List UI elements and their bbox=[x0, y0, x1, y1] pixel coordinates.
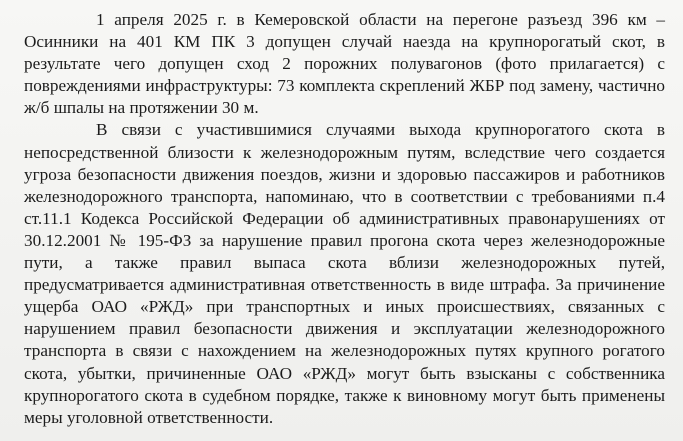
paragraph-liability: В связи с участившимися случаями выхода крупнорогатого скота в непосредственной близости к железнодорожным путям, вследствие чего создается угроза безопасности движения поездов, жизни и здоровью пассажиров и работников железнодорожного транспорта, напоминаю, что в соответствии с требованиями п.4 ст.11.1 Кодекса Российской Федерации об административных правонарушениях от 30.12.2001 № 195-ФЗ за нарушение правил прогона скота через железнодорожные пути, а также правил выпаса скота вблизи железнодорожных путей, предусматривается административная ответственность в виде штрафа. За причинение ущерба ОАО «РЖД» при транспортных и иных происшествиях, связанных с нарушением правил безопасности движения и эксплуатации железнодорожного транспорта в связи с нахождением на железнодорожных путях крупного рогатого скота, убытки, причиненные ОАО «РЖД» могут быть взысканы с собственника крупнорогатого скота в судебном порядке, также к виновному могут быть применены меры уголовной ответственности. bbox=[24, 120, 665, 427]
paragraph-incident: 1 апреля 2025 г. в Кемеровской области на перегоне разъезд 396 км – Осинники на 401 КМ ПК 3 допущен случай наезда на крупнорогатый скот, в результате чего допущен сход 2 порожних полувагонов (фото прилагается) с повреждениями инфраструктуры: 73 комплекта скреплений ЖБР под замену, частично ж/б шпалы на протяжении 30 м. bbox=[24, 10, 665, 118]
